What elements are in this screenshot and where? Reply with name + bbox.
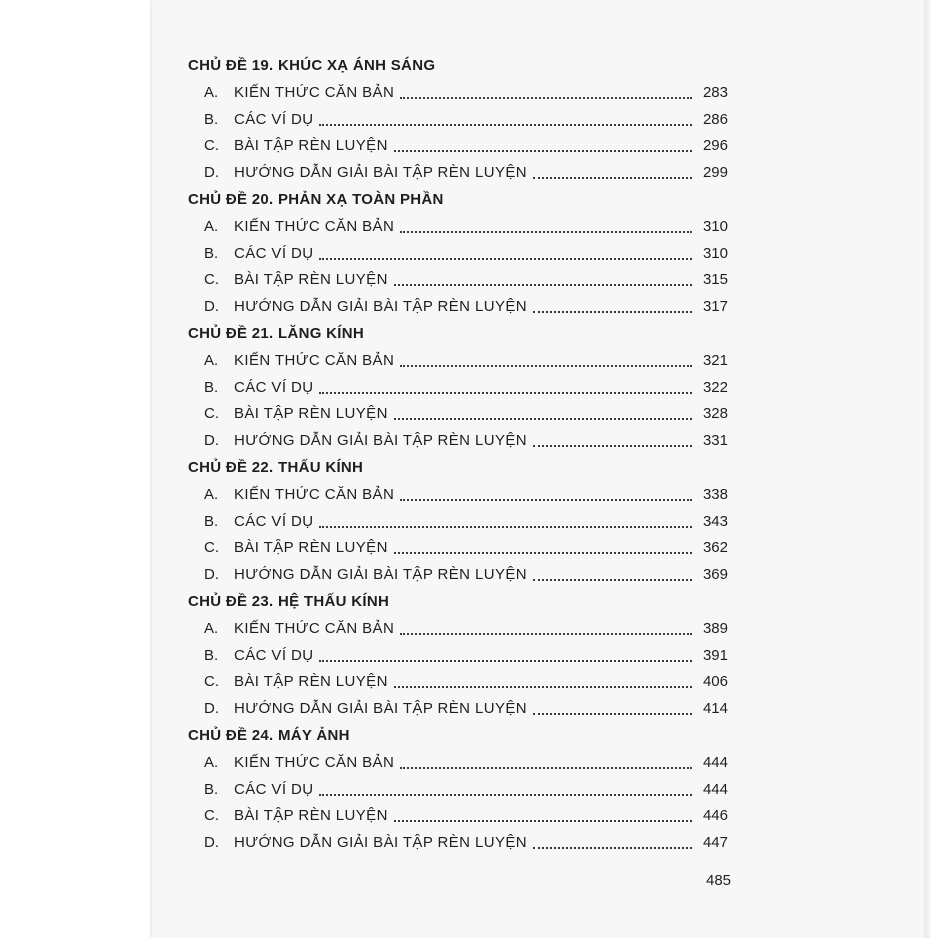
- dot-leader: [533, 311, 692, 313]
- entry-page-number: 414: [702, 699, 728, 717]
- entry-letter: D.: [204, 833, 219, 851]
- dot-leader: [400, 231, 692, 233]
- dot-leader: [394, 552, 692, 554]
- chapter-title: CHỦ ĐỀ 20. PHẢN XẠ TOÀN PHẦN: [188, 191, 444, 208]
- entry-page-number: 321: [702, 352, 728, 369]
- dot-leader: [394, 686, 692, 688]
- entry-page-number: 446: [702, 807, 728, 824]
- toc-entry: [188, 375, 728, 402]
- dot-leader: [394, 150, 692, 152]
- page-edge: [924, 0, 930, 938]
- entry-letter: D.: [204, 699, 219, 717]
- entry-letter: C.: [204, 271, 219, 288]
- entry-label: KIẾN THỨC CĂN BẢN: [234, 352, 395, 369]
- entry-label: CÁC VÍ DỤ: [234, 512, 314, 530]
- entry-page-number: 317: [702, 297, 728, 315]
- entry-letter: A.: [204, 486, 219, 503]
- entry-page-number: 406: [702, 673, 728, 690]
- entry-letter: B.: [204, 244, 219, 262]
- toc-entry: [188, 830, 728, 857]
- chapter-list: [188, 52, 728, 856]
- entry-letter: C.: [204, 405, 219, 422]
- entry-label: BÀI TẬP RÈN LUYỆN: [234, 271, 388, 288]
- entry-label: BÀI TẬP RÈN LUYỆN: [234, 405, 388, 422]
- entry-page-number: 369: [702, 565, 728, 583]
- dot-leader: [533, 177, 692, 179]
- entry-page-number: 286: [702, 110, 728, 128]
- toc-entry: [188, 80, 728, 107]
- entry-label: BÀI TẬP RÈN LUYỆN: [234, 539, 388, 556]
- dot-leader: [533, 445, 692, 447]
- toc-entry: [188, 133, 728, 160]
- dot-leader: [319, 258, 692, 260]
- table-of-contents: [188, 52, 728, 856]
- entry-letter: B.: [204, 110, 219, 128]
- chapter-section: [188, 722, 728, 856]
- entry-page-number: 338: [702, 486, 728, 503]
- entry-page-number: 310: [702, 244, 728, 262]
- toc-entry: [188, 348, 728, 375]
- entry-label: BÀI TẬP RÈN LUYỆN: [234, 673, 388, 690]
- toc-entry: [188, 509, 728, 536]
- dot-leader: [400, 365, 692, 367]
- entry-page-number: 296: [702, 137, 728, 154]
- entry-page-number: 391: [702, 646, 728, 664]
- toc-entry: [188, 750, 728, 777]
- toc-entry: [188, 803, 728, 830]
- entry-page-number: 322: [702, 378, 728, 396]
- chapter-title: CHỦ ĐỀ 22. THẤU KÍNH: [188, 459, 364, 476]
- chapter-title: CHỦ ĐỀ 21. LĂNG KÍNH: [188, 325, 365, 342]
- chapter-title: CHỦ ĐỀ 24. MÁY ẢNH: [188, 727, 350, 744]
- toc-entry: [188, 535, 728, 562]
- dot-leader: [394, 418, 692, 420]
- dot-leader: [319, 526, 692, 528]
- entry-label: BÀI TẬP RÈN LUYỆN: [234, 807, 388, 824]
- toc-entry: [188, 669, 728, 696]
- dot-leader: [394, 284, 692, 286]
- toc-entry: [188, 401, 728, 428]
- entry-label: HƯỚNG DẪN GIẢI BÀI TẬP RÈN LUYỆN: [234, 163, 527, 181]
- toc-entry: [188, 107, 728, 134]
- page-number: 485: [706, 872, 732, 889]
- entry-letter: A.: [204, 218, 219, 235]
- chapter-section: [188, 52, 728, 186]
- entry-letter: A.: [204, 352, 219, 369]
- dot-leader: [533, 579, 692, 581]
- entry-letter: D.: [204, 297, 219, 315]
- dot-leader: [400, 499, 692, 501]
- toc-entry: [188, 696, 728, 723]
- chapter-title: CHỦ ĐỀ 23. HỆ THẤU KÍNH: [188, 593, 390, 610]
- entry-label: KIẾN THỨC CĂN BẢN: [234, 754, 395, 771]
- dot-leader: [400, 767, 692, 769]
- entry-letter: D.: [204, 163, 219, 181]
- toc-entry: [188, 160, 728, 187]
- dot-leader: [400, 97, 692, 99]
- entry-page-number: 283: [702, 84, 728, 101]
- chapter-section: [188, 320, 728, 454]
- entry-label: HƯỚNG DẪN GIẢI BÀI TẬP RÈN LUYỆN: [234, 833, 527, 851]
- entry-page-number: 343: [702, 512, 728, 530]
- entry-letter: C.: [204, 673, 219, 690]
- toc-entry: [188, 294, 728, 321]
- chapter-section: [188, 588, 728, 722]
- entry-page-number: 299: [702, 163, 728, 181]
- entry-label: HƯỚNG DẪN GIẢI BÀI TẬP RÈN LUYỆN: [234, 699, 527, 717]
- dot-leader: [394, 820, 692, 822]
- entry-page-number: 444: [702, 780, 728, 798]
- entry-page-number: 444: [702, 754, 728, 771]
- dot-leader: [533, 847, 692, 849]
- entry-letter: A.: [204, 754, 219, 771]
- toc-entry: [188, 428, 728, 455]
- entry-label: KIẾN THỨC CĂN BẢN: [234, 84, 395, 101]
- chapter-section: [188, 186, 728, 320]
- chapter-title: CHỦ ĐỀ 19. KHÚC XẠ ÁNH SÁNG: [188, 57, 436, 74]
- dot-leader: [319, 124, 692, 126]
- entry-letter: C.: [204, 807, 219, 824]
- entry-label: KIẾN THỨC CĂN BẢN: [234, 486, 395, 503]
- entry-letter: B.: [204, 780, 219, 798]
- dot-leader: [400, 633, 692, 635]
- entry-letter: D.: [204, 565, 219, 583]
- entry-letter: D.: [204, 431, 219, 449]
- dot-leader: [319, 392, 692, 394]
- entry-label: HƯỚNG DẪN GIẢI BÀI TẬP RÈN LUYỆN: [234, 431, 527, 449]
- chapter-section: [188, 454, 728, 588]
- entry-label: CÁC VÍ DỤ: [234, 244, 314, 262]
- toc-entry: [188, 214, 728, 241]
- entry-letter: B.: [204, 646, 219, 664]
- entry-label: CÁC VÍ DỤ: [234, 110, 314, 128]
- entry-label: BÀI TẬP RÈN LUYỆN: [234, 137, 388, 154]
- entry-letter: B.: [204, 378, 219, 396]
- toc-entry: [188, 267, 728, 294]
- toc-entry: [188, 777, 728, 804]
- entry-letter: C.: [204, 137, 219, 154]
- entry-label: HƯỚNG DẪN GIẢI BÀI TẬP RÈN LUYỆN: [234, 565, 527, 583]
- dot-leader: [319, 794, 692, 796]
- toc-entry: [188, 643, 728, 670]
- entry-letter: C.: [204, 539, 219, 556]
- toc-entry: [188, 482, 728, 509]
- entry-label: CÁC VÍ DỤ: [234, 646, 314, 664]
- entry-label: CÁC VÍ DỤ: [234, 780, 314, 798]
- entry-page-number: 331: [702, 431, 728, 449]
- toc-entry: [188, 616, 728, 643]
- entry-letter: B.: [204, 512, 219, 530]
- toc-entry: [188, 241, 728, 268]
- toc-entry: [188, 562, 728, 589]
- dot-leader: [319, 660, 692, 662]
- entry-label: HƯỚNG DẪN GIẢI BÀI TẬP RÈN LUYỆN: [234, 297, 527, 315]
- entry-page-number: 389: [702, 620, 728, 637]
- entry-page-number: 310: [702, 218, 728, 235]
- entry-page-number: 362: [702, 539, 728, 556]
- dot-leader: [533, 713, 692, 715]
- entry-page-number: 328: [702, 405, 728, 422]
- entry-page-number: 315: [702, 271, 728, 288]
- entry-letter: A.: [204, 620, 219, 637]
- entry-label: KIẾN THỨC CĂN BẢN: [234, 620, 395, 637]
- entry-label: KIẾN THỨC CĂN BẢN: [234, 218, 395, 235]
- entry-letter: A.: [204, 84, 219, 101]
- entry-page-number: 447: [702, 833, 728, 851]
- entry-label: CÁC VÍ DỤ: [234, 378, 314, 396]
